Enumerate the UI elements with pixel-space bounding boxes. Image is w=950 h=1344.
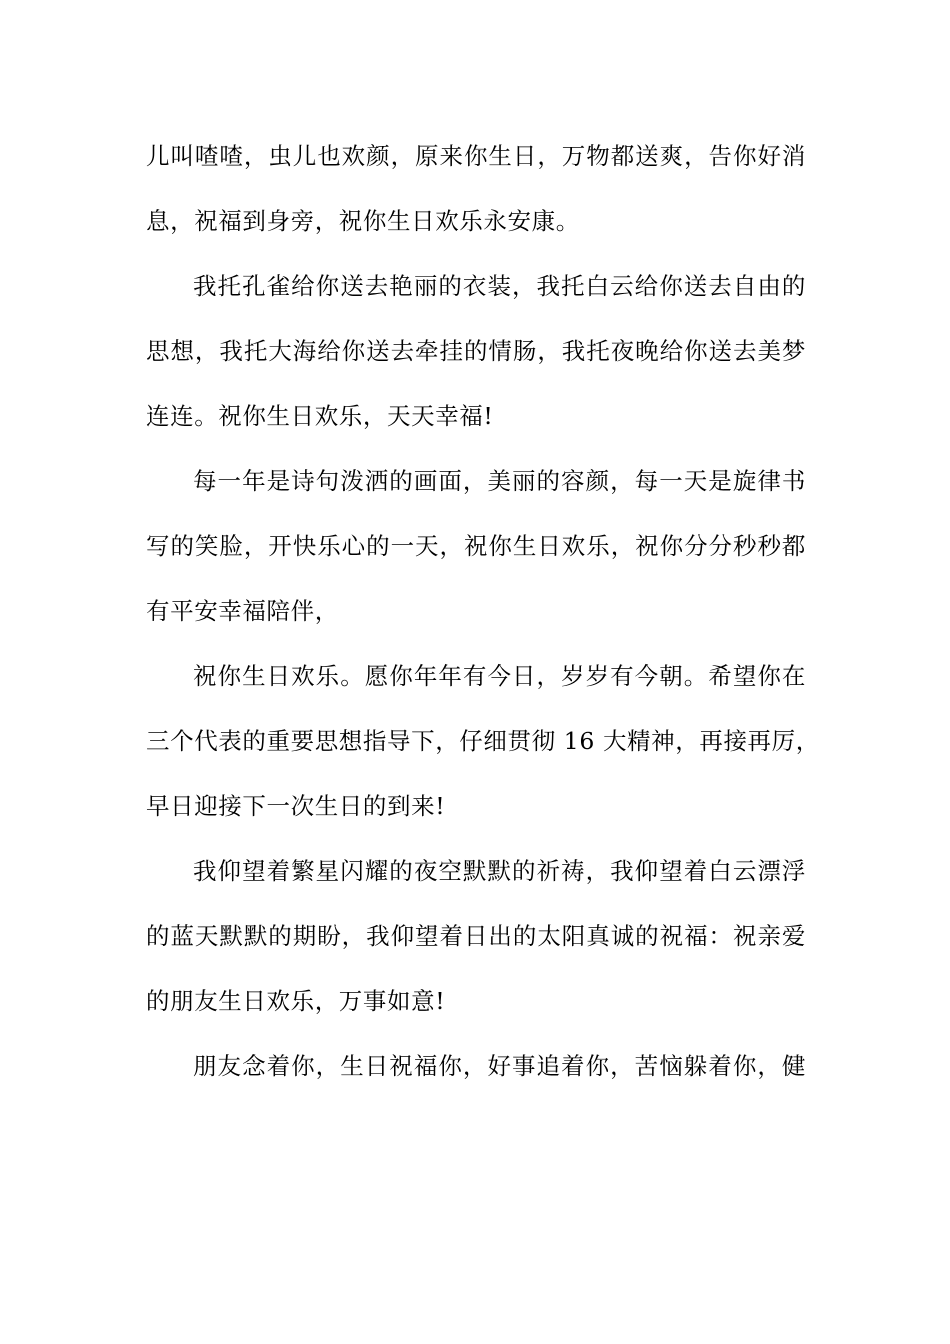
- paragraph-3: [146, 449, 806, 644]
- paragraph-line: 的朋友生日欢乐，万事如意!: [146, 987, 446, 1015]
- paragraph-line: 早日迎接下一次生日的到来!: [146, 792, 446, 820]
- paragraph-2: [146, 254, 806, 449]
- paragraph-line: 朋友念着你，生日祝福你，好事追着你，苦恼躲着你，健: [193, 1052, 806, 1080]
- paragraph-line: 儿叫喳喳，虫儿也欢颜，原来你生日，万物都送爽，告你好消: [146, 142, 806, 170]
- paragraph-line: 我托孔雀给你送去艳丽的衣装，我托白云给你送去自由的: [193, 272, 806, 300]
- document-body: [146, 124, 820, 1099]
- paragraph-line: 息，祝福到身旁，祝你生日欢乐永安康。: [146, 207, 580, 235]
- paragraph-4: [146, 644, 820, 839]
- paragraph-line: 写的笑脸，开快乐心的一天，祝你生日欢乐，祝你分分秒秒都: [146, 532, 806, 560]
- paragraph-1: [146, 124, 806, 254]
- paragraph-line: 有平安幸福陪伴，: [146, 597, 339, 625]
- paragraph-line: 的蓝天默默的期盼，我仰望着日出的太阳真诚的祝福：祝亲爱: [146, 922, 806, 950]
- paragraph-5: [146, 839, 806, 1034]
- paragraph-line: 祝你生日欢乐。愿你年年有今日，岁岁有今朝。希望你在: [193, 662, 806, 690]
- paragraph-line: 三个代表的重要思想指导下，仔细贯彻 16 大精神，再接再厉，: [146, 727, 820, 755]
- paragraph-line: 连连。祝你生日欢乐，天天幸福!: [146, 402, 494, 430]
- paragraph-line: 思想，我托大海给你送去牵挂的情肠，我托夜晚给你送去美梦: [146, 337, 806, 365]
- paragraph-line: 每一年是诗句泼洒的画面，美丽的容颜，每一天是旋律书: [193, 467, 806, 495]
- paragraph-line: 我仰望着繁星闪耀的夜空默默的祈祷，我仰望着白云漂浮: [193, 857, 806, 885]
- paragraph-6: [146, 1034, 806, 1099]
